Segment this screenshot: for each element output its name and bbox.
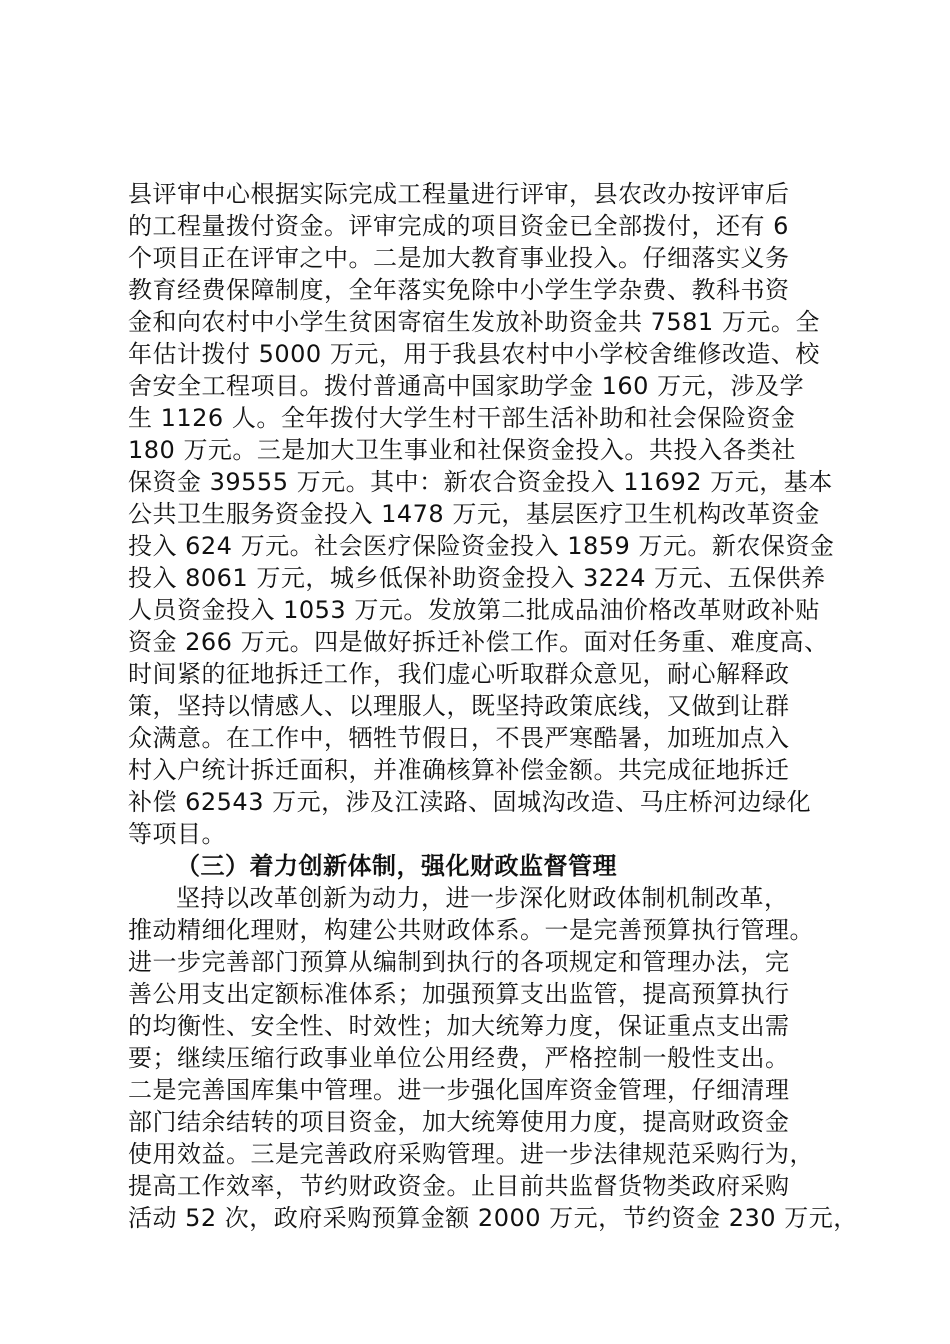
paragraph-line: 教育经费保障制度，全年落实免除中小学生学杂费、教科书资 — [128, 276, 790, 304]
paragraph-line: 提高工作效率，节约财政资金。止目前共监督货物类政府采购 — [128, 1172, 790, 1200]
paragraph-line: 人员资金投入 1053 万元。发放第二批成品油价格改革财政补贴 — [128, 596, 820, 624]
paragraph-line: 使用效益。三是完善政府采购管理。进一步法律规范采购行为， — [128, 1140, 814, 1168]
paragraph-line: 公共卫生服务资金投入 1478 万元，基层医疗卫生机构改革资金 — [128, 500, 820, 528]
paragraph-line: 善公用支出定额标准体系；加强预算支出监管，提高预算执行 — [128, 980, 790, 1008]
paragraph-line: 的工程量拨付资金。评审完成的项目资金已全部拨付，还有 6 — [128, 212, 789, 240]
paragraph-line: 投入 624 万元。社会医疗保险资金投入 1859 万元。新农保资金 — [128, 532, 835, 560]
paragraph-line: 金和向农村中小学生贫困寄宿生发放补助资金共 7581 万元。全 — [128, 308, 820, 336]
paragraph-line: 投入 8061 万元，城乡低保补助资金投入 3224 万元、五保供养 — [128, 564, 826, 592]
section-heading: （三）着力创新体制，强化财政监督管理 — [176, 852, 617, 880]
paragraph-line: 生 1126 人。全年拨付大学生村干部生活补助和社会保险资金 — [128, 404, 796, 432]
paragraph-line: 二是完善国库集中管理。进一步强化国库资金管理，仔细清理 — [128, 1076, 790, 1104]
paragraph-line: 村入户统计拆迁面积，并准确核算补偿金额。共完成征地拆迁 — [128, 756, 790, 784]
paragraph-line: 180 万元。三是加大卫生事业和社保资金投入。共投入各类社 — [128, 436, 796, 464]
paragraph-line: 坚持以改革创新为动力，进一步深化财政体制机制改革， — [176, 884, 789, 912]
paragraph-line: 部门结余结转的项目资金，加大统筹使用力度，提高财政资金 — [128, 1108, 790, 1136]
paragraph-line: 要；继续压缩行政事业单位公用经费，严格控制一般性支出。 — [128, 1044, 790, 1072]
paragraph-line: 资金 266 万元。四是做好拆迁补偿工作。面对任务重、难度高、 — [128, 628, 829, 656]
paragraph-line: 时间紧的征地拆迁工作，我们虚心听取群众意见，耐心解释政 — [128, 660, 790, 688]
paragraph-line: 保资金 39555 万元。其中：新农合资金投入 11692 万元，基本 — [128, 468, 833, 496]
paragraph-line: 的均衡性、安全性、时效性；加大统筹力度，保证重点支出需 — [128, 1012, 790, 1040]
paragraph-line: 推动精细化理财，构建公共财政体系。一是完善预算执行管理。 — [128, 916, 814, 944]
paragraph-line: 年估计拨付 5000 万元，用于我县农村中小学校舍维修改造、校 — [128, 340, 820, 368]
paragraph-line: 舍安全工程项目。拨付普通高中国家助学金 160 万元，涉及学 — [128, 372, 805, 400]
paragraph-line: 策，坚持以情感人、以理服人，既坚持政策底线，又做到让群 — [128, 692, 790, 720]
paragraph-line: 补偿 62543 万元，涉及江渎路、固城沟改造、马庄桥河边绿化 — [128, 788, 812, 816]
paragraph-line: 众满意。在工作中，牺牲节假日，不畏严寒酷暑，加班加点入 — [128, 724, 790, 752]
paragraph-line: 进一步完善部门预算从编制到执行的各项规定和管理办法，完 — [128, 948, 790, 976]
paragraph-line: 等项目。 — [128, 820, 226, 848]
paragraph-line: 县评审中心根据实际完成工程量进行评审，县农改办按评审后 — [128, 180, 790, 208]
paragraph-line: 活动 52 次，政府采购预算金额 2000 万元，节约资金 230 万元， — [128, 1204, 858, 1232]
paragraph-line: 个项目正在评审之中。二是加大教育事业投入。仔细落实义务 — [128, 244, 790, 272]
